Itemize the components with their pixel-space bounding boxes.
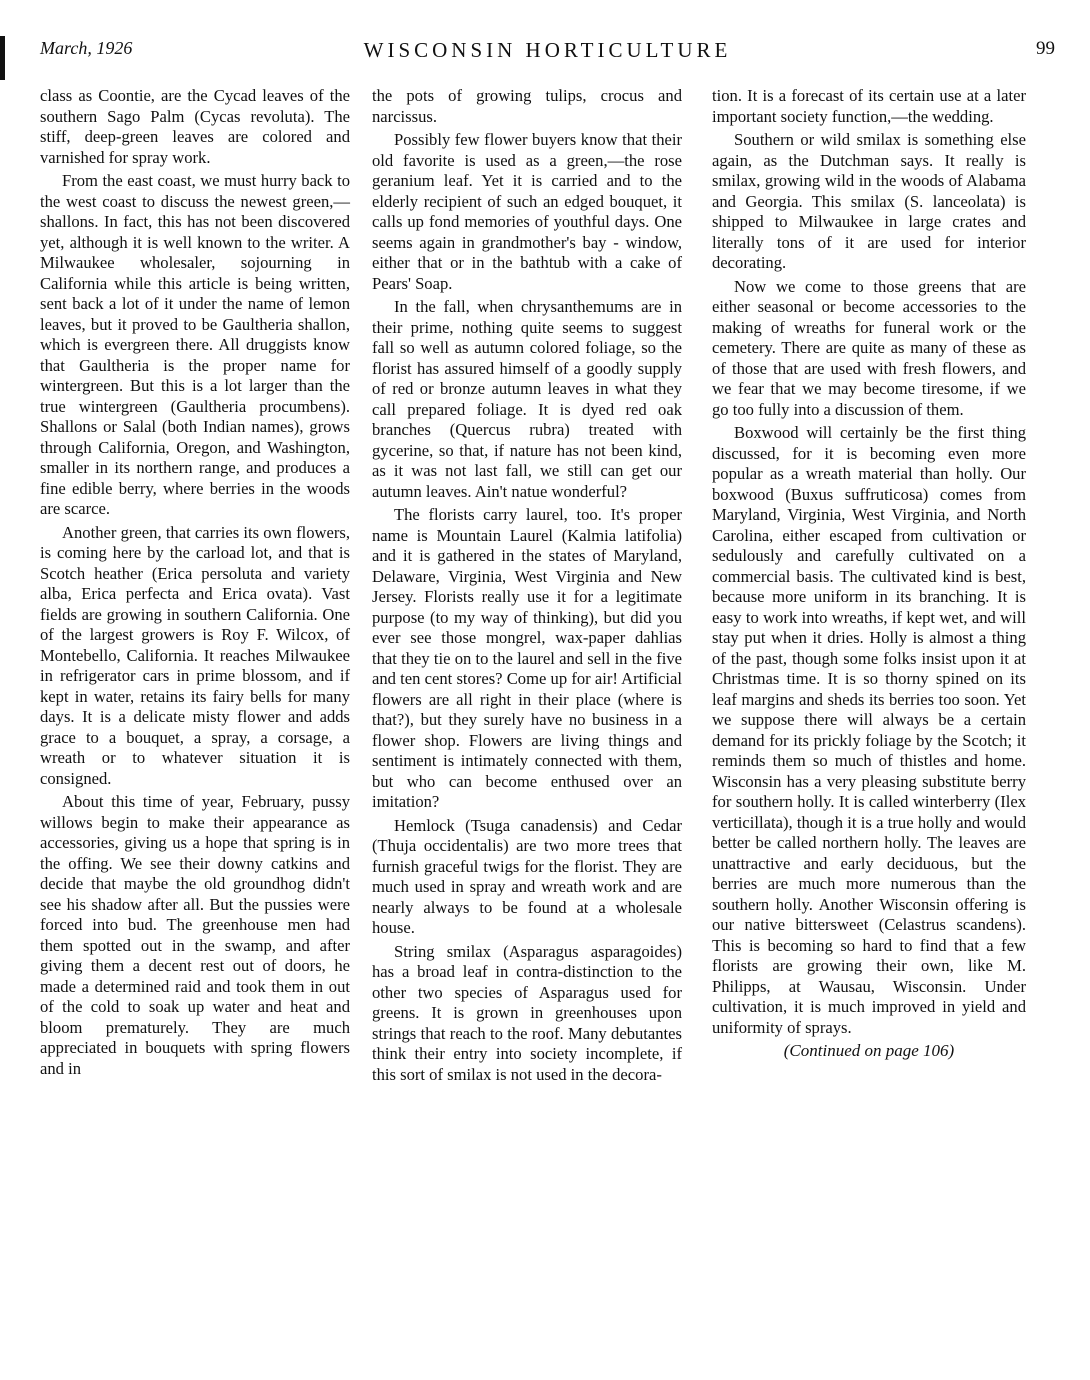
column-3 bbox=[712, 86, 1026, 1065]
publication-title: WISCONSIN HORTICULTURE bbox=[363, 38, 732, 62]
paragraph: About this time of year, February, pussy willows begin to make their appearance as accessories, giving us a hope that spring is in the offing. We see their downy catkins and decide that maybe the old groundhog didn't see his shadow after all. But the pussies were forced into bud. The greenhouse men had them spotted out in the swamp, and after giving them a decent rest out of doors, he made a determined raid and took them in out of the cold to soak up water and heat and bloom prematurely. They are much appreciated in bouquets with spring flowers and in bbox=[40, 792, 350, 1078]
paragraph: Boxwood will certainly be the first thing discussed, for it is becoming even more popular as a wreath material than holly. Our boxwood (Buxus suffruticosa) comes from Maryland, Virginia, West Virginia, and North Carolina, either escaped from cultivation or sedulously and carefully cultivated on a commercial basis. The cultivated kind is best, because more uniform in its branching. It is easy to work into wreaths, if kept wet, and will stay put when it dries. Holly is almost a thing of the past, though some folks insist upon it at Christmas time. It is so thorny spined on its leaf margins and sheds its berries too soon. Yet we suppose there will always be a certain demand for its prickly foliage by the Scotch; it reminds them so much of thistles and home. Wisconsin has a very pleasing substitute berry for southern holly. It is called winterberry (Ilex verticillata), though it is a true holly and would better be called northern holly. The leaves are unattractive and early deciduous, but the berries are much more numerous than the southern holly. Another Wisconsin offering is our native bittersweet (Celastrus scandens). This is becoming so hard to find that a few florists are growing their own, like M. Philipps, at Wausau, Wisconsin. Under cultivation, it is much improved in yield and uniformity of sprays. bbox=[712, 423, 1026, 1037]
issue-date: March, 1926 bbox=[40, 38, 133, 58]
paragraph: tion. It is a forecast of its certain use at a later important society function,—the wedding. bbox=[712, 86, 1026, 126]
margin-rule bbox=[0, 36, 5, 80]
paragraph: In the fall, when chrysanthemums are in their prime, nothing quite seems to suggest fall so well as autumn colored foliage, so the florist has assured himself of a goodly supply of red or bronze autumn leaves in what they call prepared foliage. It is dyed red oak branches (Quercus rubra) treated with gycerine, so that, if nature has not been kind, as it was not last fall, we still can get our autumn leaves. Ain't natue wonderful? bbox=[372, 297, 682, 501]
paragraph: Another green, that carries its own flowers, is coming here by the carload lot, and that is Scotch heather (Erica persoluta and variety alba, Erica perfecta and Erica ovata). Vast fields are growing in southern California. One of the largest growers is Roy F. Wilcox, of Montebello, California. It reaches Milwaukee in refrigerator cars in prime blossom, and if kept in water, retains its fairy bells for many days. It is a delicate misty flower and adds grace to a bouquet, a spray, a corsage, a wreath or to whatever situation it is consigned. bbox=[40, 522, 350, 788]
paragraph: Possibly few flower buyers know that their old favorite is used as a green,—the rose geranium leaf. Yet it is carried and to the elderly recipient of such an edged bouquet, it calls up fond memories of youthful days. One seems again in grandmother's bay - window, either that or in the bathtub with a cake of Pears' Soap. bbox=[372, 130, 682, 293]
column-2 bbox=[372, 86, 682, 1088]
paragraph: The florists carry laurel, too. It's proper name is Mountain Laurel (Kalmia latifolia) and it is gathered in the states of Maryland, Delaware, Virginia, West Virginia and New Jersey. Florists really use it for a legitimate purpose (to my way of thinking), but did you ever see those mongrel, wax-paper dahlias that they tie on to the laurel and sell in the five and ten cent stores? Come up for air! Artificial flowers are all right in their place (where is that?), but they surely have no business in a flower shop. Flowers are living things and sentiment is intimately connected with them, but who can become enthused over an imitation? bbox=[372, 505, 682, 811]
column-1 bbox=[40, 86, 350, 1082]
paragraph: the pots of growing tulips, crocus and narcissus. bbox=[372, 86, 682, 126]
paragraph: class as Coontie, are the Cycad leaves of the southern Sago Palm (Cycas revoluta). The stiff, deep-green leaves are colored and varnished for spray work. bbox=[40, 86, 350, 167]
paragraph: From the east coast, we must hurry back to the west coast to discuss the newest green,—shallons. In fact, this has not been discovered yet, although it is well known to the writer. A Milwaukee wholesaler, sojourning in California while this article is being written, sent back a lot of it under the name of lemon leaves, but it proved to be Gaultheria shallon, which is evergreen there. All druggists know that Gaultheria is the proper name for wintergreen. But this is a lot larger than the true wintergreen (Gaultheria procumbens). Shallons or Salal (both Indian names), grows through California, Oregon, and Washington, smaller in its northern range, and produces a fine edible berry, where berries in the woods are scarce. bbox=[40, 171, 350, 518]
paragraph: String smilax (Asparagus asparagoides) has a broad leaf in contra-distinction to the other two species of Asparagus used for greens. It is grown in greenhouses upon strings that reach to the roof. Many debutantes think their entry into society incomplete, if this sort of smilax is not used in the decora- bbox=[372, 941, 682, 1084]
paragraph: Hemlock (Tsuga canadensis) and Cedar (Thuja occidentalis) are two more trees that furnish graceful twigs for the florist. They are much used in spray and wreath work and are nearly always to be found at a wholesale house. bbox=[372, 815, 682, 937]
paragraph: Now we come to those greens that are either seasonal or become accessories to the making of wreaths for funeral work or the cemetery. There are quite as many of these as of those that are used with fresh flowers, and we fear that we may become tiresome, if we go too fully into a discussion of them. bbox=[712, 276, 1026, 419]
paragraph: Southern or wild smilax is something else again, as the Dutchman says. It really is smilax, growing wild in the woods of Alabama and Georgia. This smilax (S. lanceolata) is shipped to Milwaukee in large crates and literally tons of it are used for interior decorating. bbox=[712, 130, 1026, 272]
page-number: 99 bbox=[1036, 38, 1055, 59]
page-header bbox=[40, 38, 1055, 68]
continued-note: (Continued on page 106) bbox=[783, 1041, 955, 1060]
